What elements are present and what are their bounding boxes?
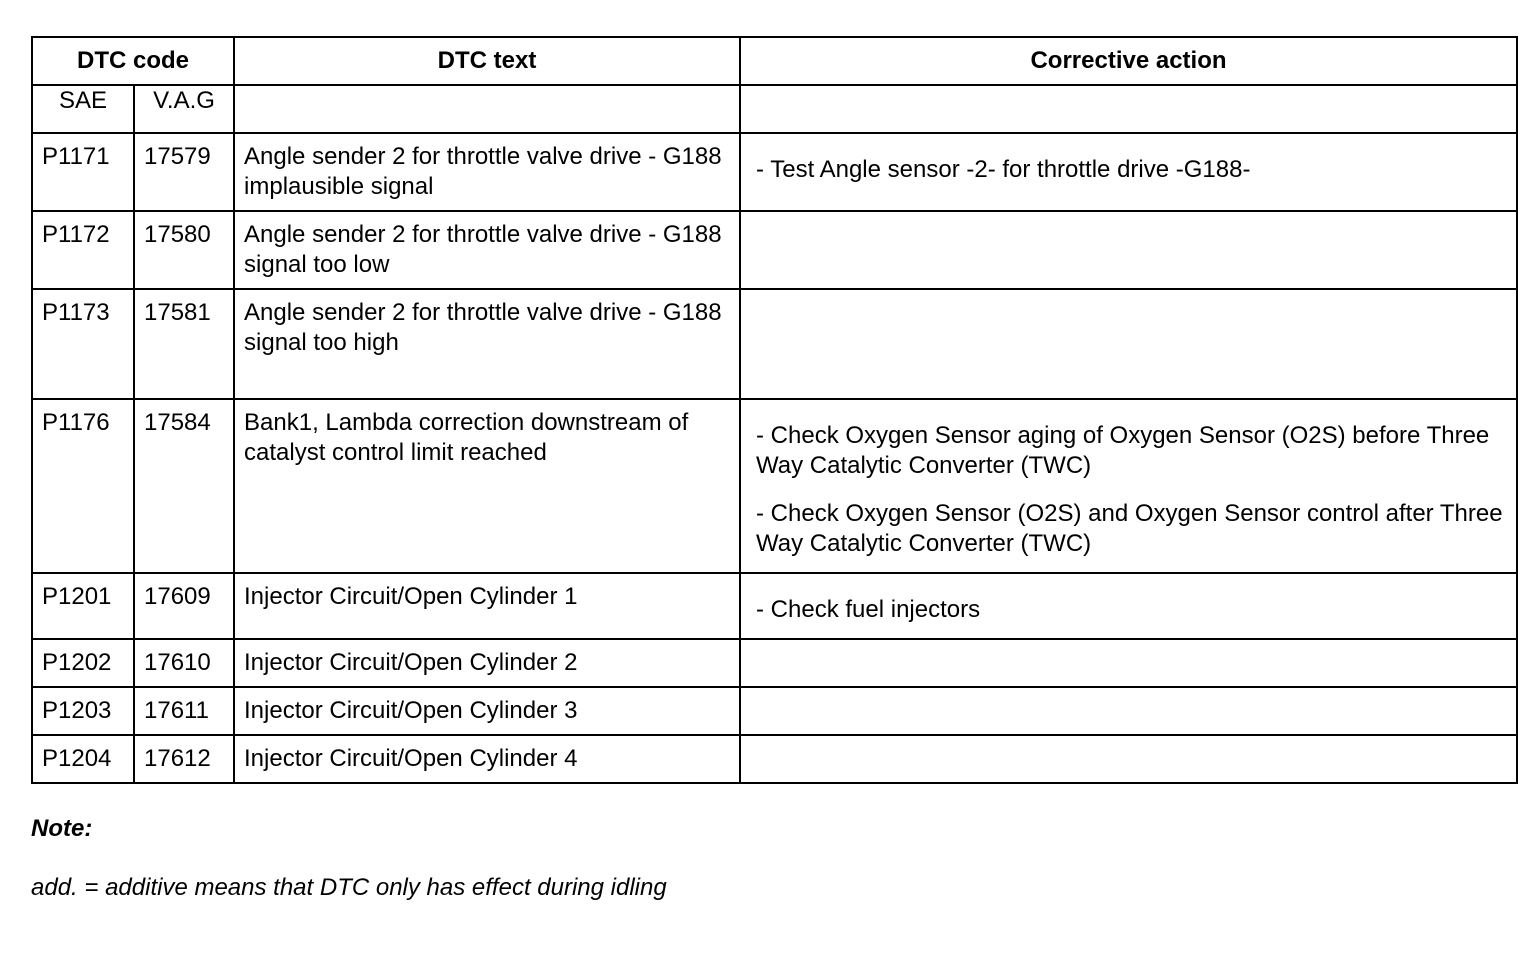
header-dtc-text: DTC text	[234, 37, 740, 85]
sae-code: P1201	[32, 573, 134, 639]
action-text: - Check Oxygen Sensor (O2S) and Oxygen Sensor control after Three Way Catalytic Converter (TWC)	[756, 500, 1503, 557]
corrective-action	[740, 639, 1517, 687]
note-title: Note:	[31, 815, 93, 842]
note-text: add. = additive means that DTC only has effect during idling	[31, 874, 667, 901]
corrective-action	[740, 289, 1517, 399]
sae-code: P1176	[32, 399, 134, 573]
vag-code: 17579	[134, 133, 234, 211]
subheader-sae: SAE	[32, 85, 134, 133]
dtc-text: Injector Circuit/Open Cylinder 1	[234, 573, 740, 639]
dtc-text: Injector Circuit/Open Cylinder 2	[234, 639, 740, 687]
dtc-table	[31, 36, 1518, 784]
table-row	[32, 687, 1517, 735]
sae-code: P1173	[32, 289, 134, 399]
table-row	[32, 211, 1517, 289]
table-row	[32, 133, 1517, 211]
vag-code: 17580	[134, 211, 234, 289]
sae-code: P1171	[32, 133, 134, 211]
table-row	[32, 639, 1517, 687]
corrective-action	[740, 211, 1517, 289]
sae-code: P1172	[32, 211, 134, 289]
subheader-vag: V.A.G	[134, 85, 234, 133]
dtc-text: Angle sender 2 for throttle valve drive - G188 signal too low	[234, 211, 740, 289]
subheader-empty-action	[740, 85, 1517, 133]
table-row	[32, 735, 1517, 783]
corrective-action	[740, 133, 1517, 211]
dtc-text: Injector Circuit/Open Cylinder 4	[234, 735, 740, 783]
vag-code: 17584	[134, 399, 234, 573]
header-row	[32, 37, 1517, 85]
vag-code: 17609	[134, 573, 234, 639]
table-row	[32, 399, 1517, 573]
vag-code: 17610	[134, 639, 234, 687]
vag-code: 17612	[134, 735, 234, 783]
subheader-row	[32, 85, 1517, 133]
action-text: - Check Oxygen Sensor aging of Oxygen Sensor (O2S) before Three Way Catalytic Converter (TWC)	[756, 422, 1490, 479]
sae-code: P1202	[32, 639, 134, 687]
corrective-action	[740, 735, 1517, 783]
dtc-text: Angle sender 2 for throttle valve drive - G188 implausible signal	[234, 133, 740, 211]
header-corrective-action: Corrective action	[740, 37, 1517, 85]
table-row	[32, 289, 1517, 399]
corrective-action	[740, 399, 1517, 573]
action-text: - Test Angle sensor -2- for throttle drive -G188-	[756, 156, 1251, 183]
dtc-text: Bank1, Lambda correction downstream of catalyst control limit reached	[234, 399, 740, 573]
dtc-text: Angle sender 2 for throttle valve drive - G188 signal too high	[234, 289, 740, 399]
vag-code: 17581	[134, 289, 234, 399]
table-row	[32, 573, 1517, 639]
dtc-text: Injector Circuit/Open Cylinder 3	[234, 687, 740, 735]
corrective-action	[740, 573, 1517, 639]
corrective-action	[740, 687, 1517, 735]
sae-code: P1204	[32, 735, 134, 783]
header-dtc-code: DTC code	[32, 37, 234, 85]
subheader-empty-text	[234, 85, 740, 133]
vag-code: 17611	[134, 687, 234, 735]
action-text: - Check fuel injectors	[756, 596, 981, 623]
sae-code: P1203	[32, 687, 134, 735]
